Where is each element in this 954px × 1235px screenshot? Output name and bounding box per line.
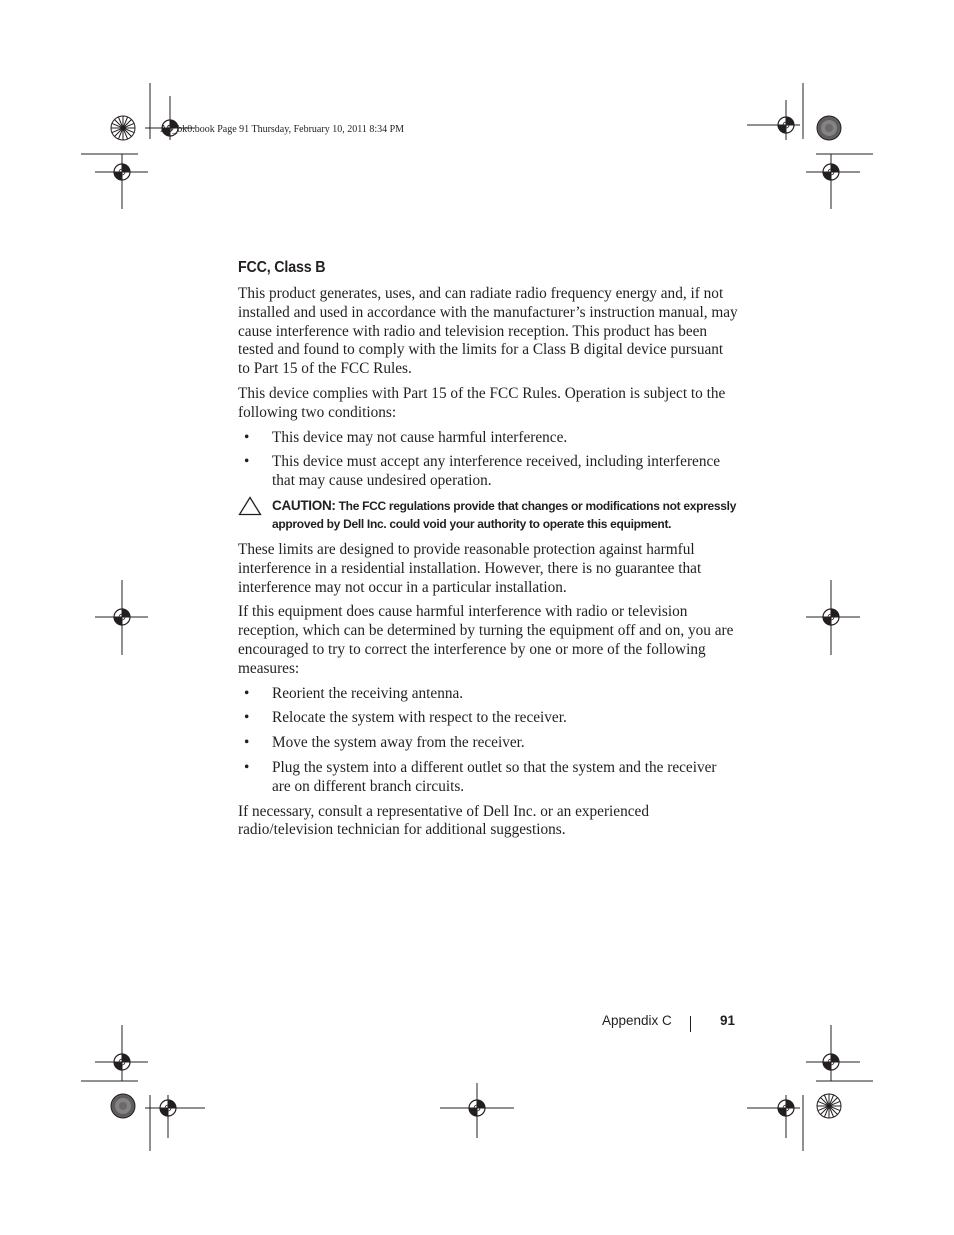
color-target-icon [111,1094,135,1118]
caution-label: CAUTION: [272,497,336,513]
color-target-icon [817,1094,841,1118]
footer-divider [690,1016,691,1032]
section-heading: FCC, Class B [238,259,326,276]
registration-mark-icon [806,1045,860,1080]
registration-mark-icon [747,100,800,140]
paragraph: These limits are designed to provide reasonable protection against harmful interference in a residential installation. However, there is no guarantee that interference may not occur in a particular installation. [238,540,702,596]
paragraph: This device complies with Part 15 of the FCC Rules. Operation is subject to the following two conditions: [238,384,726,421]
crop-mark-top-left [81,83,150,209]
list-item: • Move the system away from the receiver. [238,734,738,753]
slug-line: A5_bk0.book Page 91 Thursday, February 10, 2011 8:34 PM [160,124,405,135]
list-item: • Plug the system into a different outlet so that the system and the receiver are on different branch circuits. [238,759,738,797]
list-item: • Relocate the system with respect to the receiver. [238,709,738,728]
list-item: • This device must accept any interference received, including interference that may cause undesired operation. [238,453,738,491]
caution-triangle-icon [238,496,262,516]
caution-note [238,497,738,533]
registration-mark-icon [95,154,148,190]
registration-mark-icon [440,1083,514,1138]
page-number: 91 [720,1013,736,1028]
paragraph: This product generates, uses, and can radiate radio frequency energy and, if not installed and used in accordance with the manufacturer’s instruction manual, may cause interference with radio and television reception. This product has been tested and found to comply with the limits for a Class B digital device pursuant to Part 15 of the FCC Rules. [238,285,738,378]
registration-mark-icon [95,580,148,655]
registration-mark-icon [145,1095,205,1138]
color-target-icon [817,116,841,140]
paragraph: If this equipment does cause harmful interference with radio or television reception, which can be determined by turning the equipment off and on, you are encouraged to try to correct the interference by one or more of the following measures: [238,603,734,677]
paragraph: If necessary, consult a representative of Dell Inc. or an experienced radio/television technician for additional suggestions. [238,802,649,839]
registration-mark-icon [95,1045,148,1080]
footer-section: Appendix C [602,1013,672,1028]
crop-mark-bottom-left [81,1025,150,1151]
crop-mark-bottom-right [803,1025,873,1151]
measures-list [238,685,738,797]
crop-mark-top-right [803,83,873,209]
registration-mark-icon [806,580,860,655]
caution-text: The FCC regulations provide that changes or modifications not expressly approved by Dell Inc. could void your authority to operate this equipment. [272,498,737,531]
list-item: • Reorient the receiving antenna. [238,685,738,704]
registration-mark-icon [806,158,860,190]
page-content [238,258,738,846]
color-target-icon [111,116,135,140]
list-item: • This device may not cause harmful interference. [238,429,738,448]
registration-mark-icon [747,1095,800,1138]
conditions-list [238,429,738,491]
